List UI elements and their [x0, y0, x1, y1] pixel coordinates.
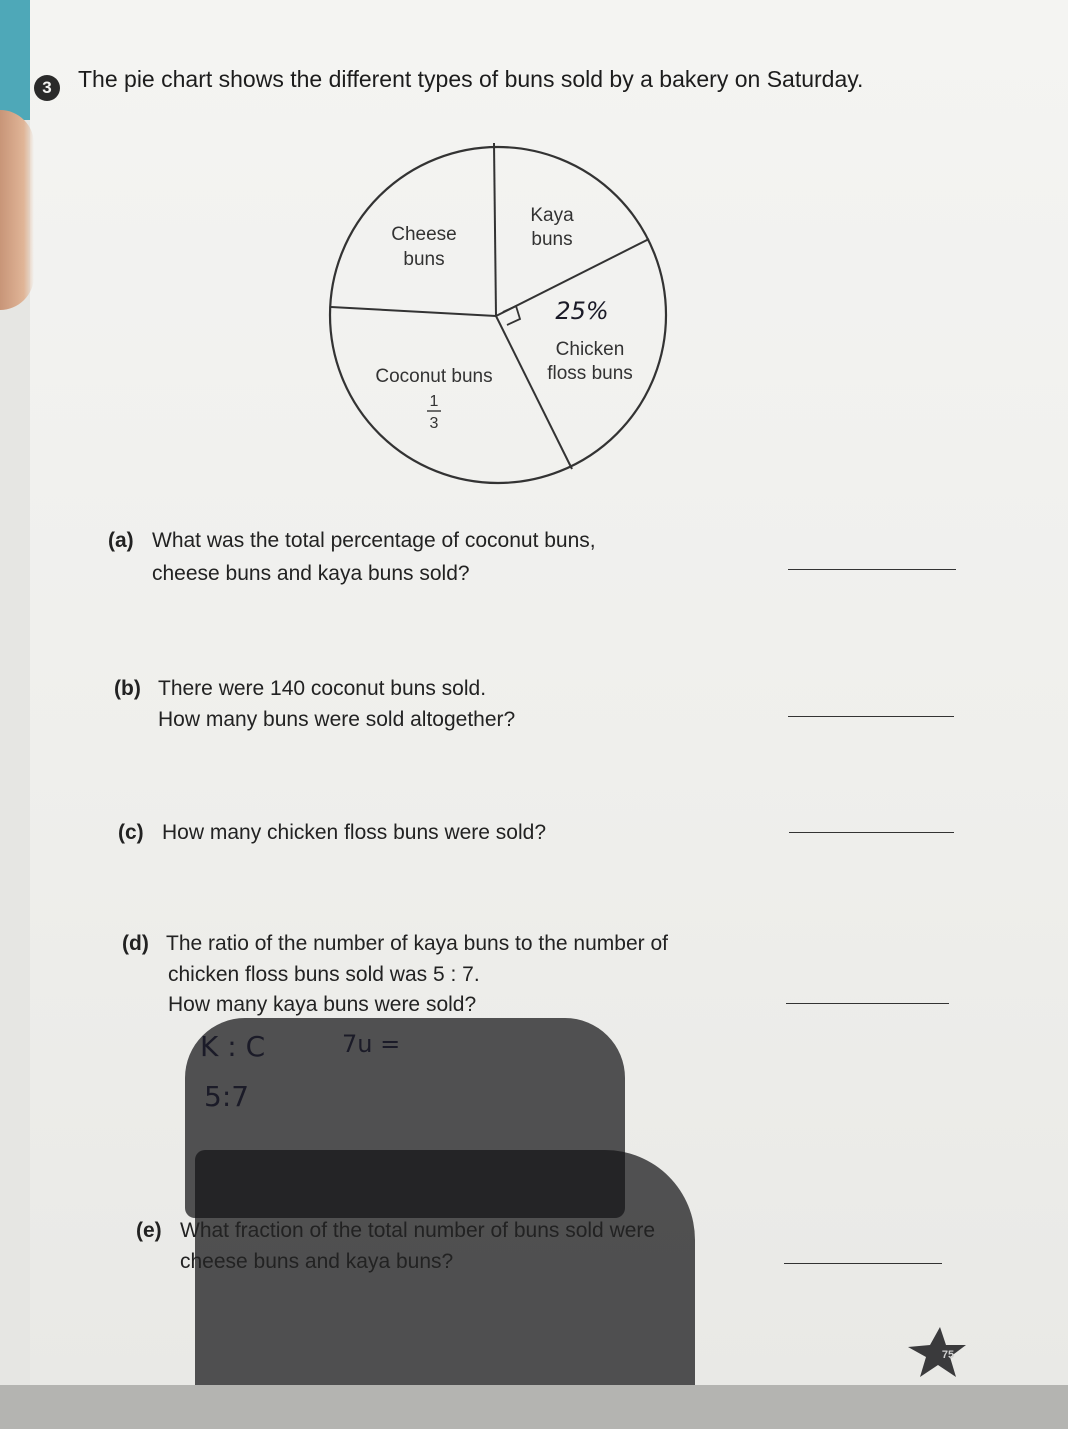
part-a-label: (a)	[108, 529, 134, 552]
part-e-line2: cheese buns and kaya buns?	[180, 1250, 454, 1273]
part-d-line3: How many kaya buns were sold?	[168, 993, 477, 1016]
slice-label-kaya-line2: buns	[531, 229, 573, 250]
pie-chart	[320, 135, 680, 495]
slice-label-kaya-line1: Kaya	[530, 205, 574, 226]
part-d-label: (d)	[122, 932, 149, 955]
page-number: 75	[941, 1349, 955, 1361]
part-a	[108, 525, 668, 589]
part-b-label: (b)	[114, 677, 141, 700]
part-d-line1: The ratio of the number of kaya buns to the number of	[166, 932, 668, 955]
part-b-line2: How many buns were sold altogether?	[158, 708, 516, 731]
answer-line-b[interactable]	[788, 716, 954, 717]
slice-label-chicken-line1: Chicken	[555, 339, 625, 360]
chicken-percent-handwritten: 25%	[555, 297, 609, 325]
handwritten-units: 7u =	[342, 1030, 401, 1058]
coconut-fraction-numerator: 1	[429, 393, 439, 410]
handwritten-ratio-values: 5:7	[204, 1080, 250, 1113]
slice-label-cheese-line2: buns	[403, 249, 445, 270]
part-c-label: (c)	[118, 821, 144, 844]
part-c-line1: How many chicken floss buns were sold?	[162, 821, 547, 844]
answer-line-c[interactable]	[789, 832, 954, 833]
part-b-line1: There were 140 coconut buns sold.	[158, 677, 487, 700]
handwritten-ratio-labels: K : C	[200, 1030, 266, 1063]
slice-divider-kaya-cheese	[494, 143, 496, 316]
answer-line-e[interactable]	[784, 1263, 942, 1264]
right-angle-marker	[503, 306, 520, 325]
slice-label-chicken-line2: floss buns	[547, 363, 633, 384]
part-a-line1: What was the total percentage of coconut buns,	[152, 529, 596, 552]
question-number-badge: 3	[34, 75, 60, 101]
slice-label-cheese-line1: Cheese	[391, 224, 457, 245]
part-a-line2: cheese buns and kaya buns sold?	[152, 562, 470, 585]
slice-label-coconut: Coconut buns	[375, 366, 493, 387]
table-surface	[0, 1385, 1068, 1429]
part-e-line1: What fraction of the total number of buns sold were	[180, 1219, 656, 1242]
slice-divider-coconut-cheese	[331, 307, 496, 316]
part-b	[114, 673, 674, 737]
answer-line-d[interactable]	[786, 1003, 949, 1004]
part-d	[122, 928, 722, 1024]
book-cover-edge	[0, 0, 30, 120]
part-e-label: (e)	[136, 1219, 162, 1242]
answer-line-a[interactable]	[788, 569, 956, 570]
part-d-line2: chicken floss buns sold was 5 : 7.	[168, 963, 480, 986]
thumb	[0, 110, 34, 310]
part-e	[136, 1215, 696, 1279]
question-text: The pie chart shows the different types of buns sold by a bakery on Saturday.	[78, 66, 864, 92]
coconut-fraction-denominator: 3	[429, 415, 439, 432]
part-c	[118, 817, 678, 849]
